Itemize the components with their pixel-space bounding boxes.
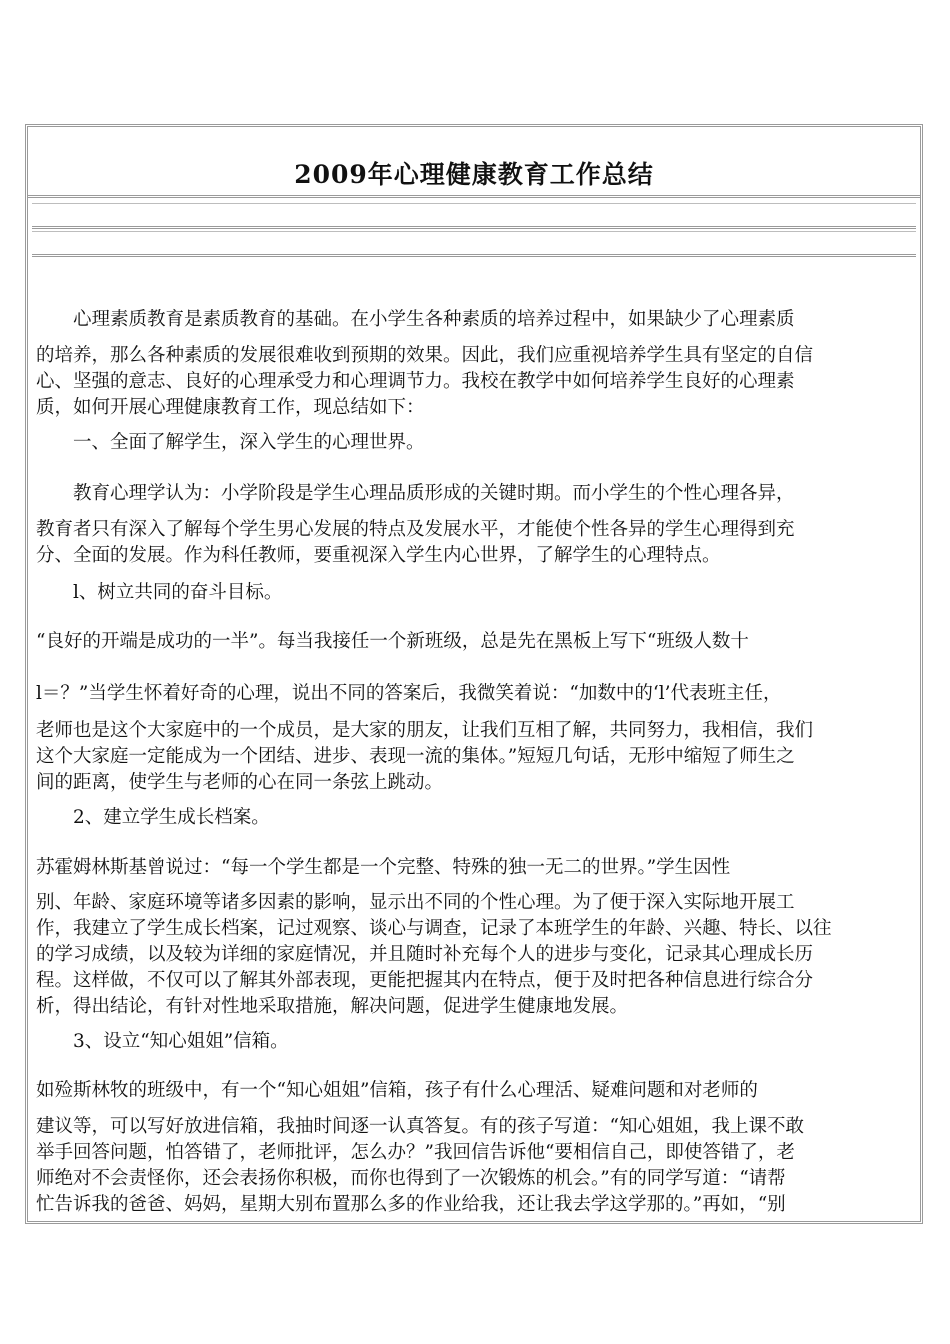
text-line: 建议等，可以写好放进信箱，我抽时间逐一认真答复。有的孩子写道：“知心姐姐，我上课不敢 xyxy=(36,1116,804,1137)
text-line: 忙告诉我的爸爸、妈妈，星期大别布置那么多的作业给我，还让我去学这学那的。”再如，“别 xyxy=(36,1194,786,1215)
section-heading: l、树立共同的奋斗目标。 xyxy=(36,582,283,603)
section-heading: 一、全面了解学生，深入学生的心理世界。 xyxy=(36,432,425,453)
text-line: 间的距离，使学生与老师的心在同一条弦上跳动。 xyxy=(36,772,444,793)
text-line: 教育心理学认为：小学阶段是学生心理品质形成的关键时期。而小学生的个性心理各异， xyxy=(36,483,795,504)
text-line: 析，得出结论，有针对性地采取措施，解决问题，促进学生健康地发展。 xyxy=(36,996,629,1017)
title-row xyxy=(28,127,920,198)
text-line: 这个大家庭一定能成为一个团结、进步、表现一流的集体。”短短几句话，无形中缩短了师生之 xyxy=(36,746,795,767)
text-line: 教育者只有深入了解每个学生男心发展的特点及发展水平，才能使个性各异的学生心理得到充 xyxy=(36,519,795,540)
text-line: 苏霍姆林斯基曾说过：“每一个学生都是一个完整、特殊的独一无二的世界。”学生因性 xyxy=(36,857,731,878)
text-line: 的学习成绩，以及较为详细的家庭情况，并且随时补充每个人的进步与变化，记录其心理成长历 xyxy=(36,944,814,965)
section-heading: 3、设立“知心姐姐”信箱。 xyxy=(36,1031,289,1052)
text-line: “良好的开端是成功的一半”。每当我接任一个新班级，总是先在黑板上写下“班级人数十 xyxy=(36,631,749,652)
text-line: 老师也是这个大家庭中的一个成员，是大家的朋友，让我们互相了解，共同努力，我相信，我们 xyxy=(36,720,814,741)
text-line: 师绝对不会责怪你，还会表扬你积极，而你也得到了一次锻炼的机会。”有的同学写道：“请帮 xyxy=(36,1168,786,1189)
text-line: 心、坚强的意志、良好的心理承受力和心理调节力。我校在教学中如何培养学生良好的心理素 xyxy=(36,371,795,392)
text-line: 别、年龄、家庭环境等诸多因素的影响，显示出不同的个性心理。为了便于深入实际地开展工 xyxy=(36,892,795,913)
text-line: 程。这样做，不仅可以了解其外部表现，更能把握其内在特点，便于及时把各种信息进行综合分 xyxy=(36,970,814,991)
text-line: 如殓斯林牧的班级中，有一个“知心姐姐”信箱，孩子有什么心理活、疑难问题和对老师的 xyxy=(36,1080,758,1101)
document-title: 2009年心理健康教育工作总结 xyxy=(294,160,654,189)
document-frame xyxy=(25,124,923,1224)
text-line: 质，如何开展心理健康教育工作，现总结如下： xyxy=(36,397,425,418)
text-line: 作，我建立了学生成长档案，记过观察、谈心与调查，记录了本班学生的年龄、兴趣、特长、以往 xyxy=(36,918,832,939)
text-line: 心理素质教育是素质教育的基础。在小学生各种素质的培养过程中，如果缺少了心理素质 xyxy=(36,309,795,330)
divider-row xyxy=(32,203,916,229)
section-heading: 2、建立学生成长档案。 xyxy=(36,807,270,828)
divider-row xyxy=(32,231,916,257)
text-line: 分、全面的发展。作为科任教师，要重视深入学生内心世界，了解学生的心理特点。 xyxy=(36,545,721,566)
text-line: l＝？”当学生怀着好奇的心理，说出不同的答案后，我微笑着说：“加数中的‘l’代表班主任， xyxy=(36,683,782,704)
text-line: 举手回答问题，怕答错了，老师批评，怎么办？”我回信告诉他“要相信自己，即使答错了，老 xyxy=(36,1142,795,1163)
text-line: 的培养，那么各种素质的发展很难收到预期的效果。因此，我们应重视培养学生具有坚定的自信 xyxy=(36,345,814,366)
